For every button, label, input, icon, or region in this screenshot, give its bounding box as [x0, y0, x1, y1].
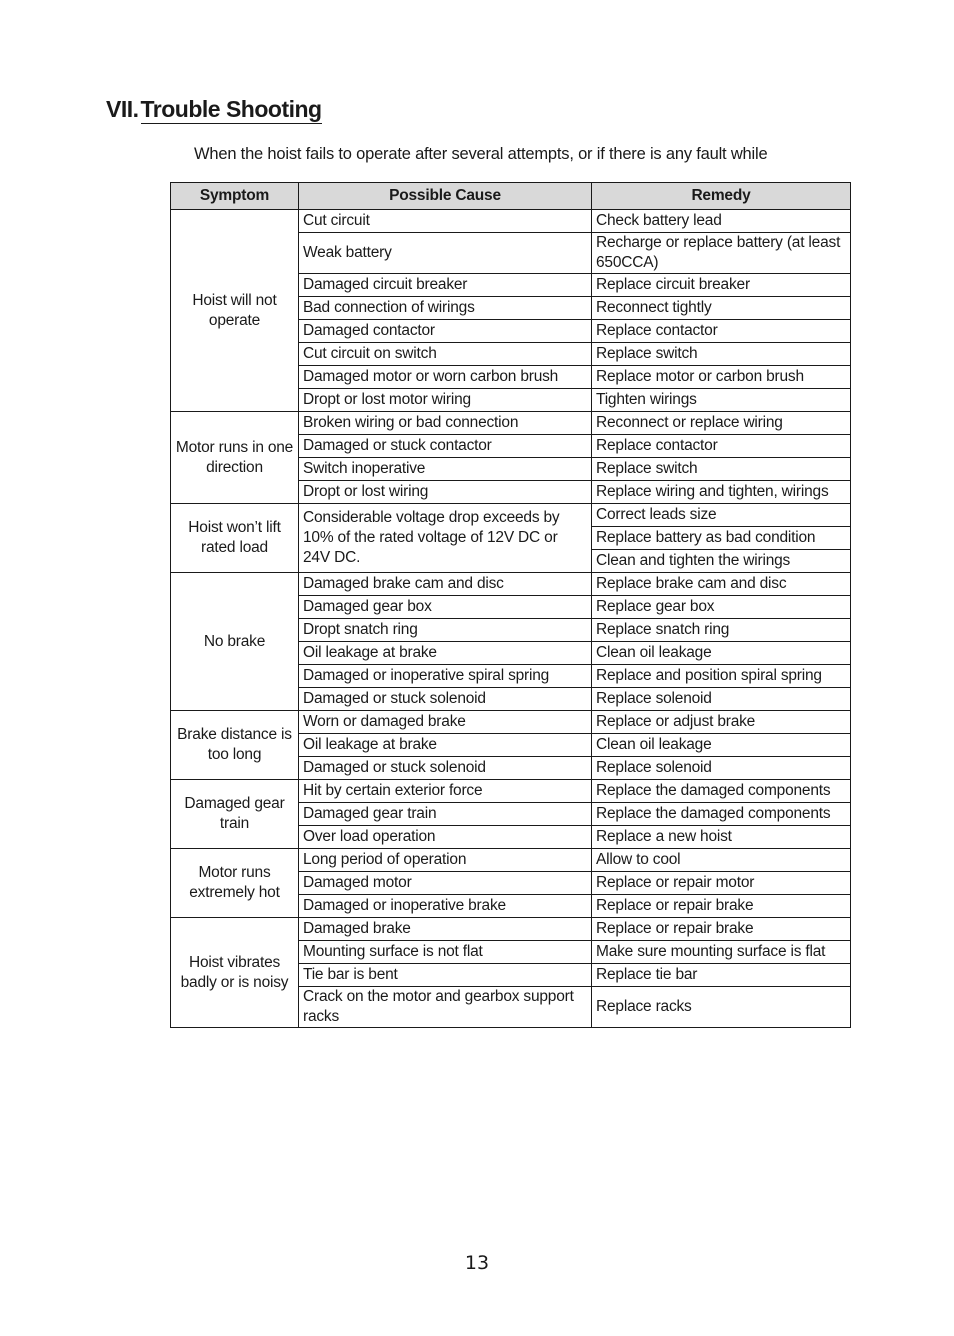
cause-cell: Oil leakage at brake	[299, 642, 592, 665]
symptom-cell: Hoist will not operate	[171, 210, 299, 412]
table-row	[171, 210, 851, 233]
cause-cell: Switch inoperative	[299, 458, 592, 481]
section-title: Trouble Shooting	[140, 96, 322, 122]
cause-cell: Damaged or inoperative spiral spring	[299, 665, 592, 688]
table-row	[171, 711, 851, 734]
remedy-cell: Allow to cool	[592, 849, 851, 872]
header-symptom: Symptom	[171, 183, 299, 210]
remedy-cell: Make sure mounting surface is flat	[592, 941, 851, 964]
remedy-cell: Replace or repair motor	[592, 872, 851, 895]
page-number: 13	[464, 1252, 490, 1274]
section-heading	[106, 96, 322, 123]
cause-cell: Oil leakage at brake	[299, 734, 592, 757]
cause-cell: Damaged or stuck solenoid	[299, 688, 592, 711]
section-number: VII.	[106, 96, 139, 122]
table-row	[171, 504, 851, 527]
remedy-cell: Reconnect or replace wiring	[592, 412, 851, 435]
cause-cell: Crack on the motor and gearbox support racks	[299, 987, 592, 1028]
remedy-cell: Replace snatch ring	[592, 619, 851, 642]
cause-cell: Bad connection of wirings	[299, 297, 592, 320]
header-cause: Possible Cause	[299, 183, 592, 210]
cause-cell: Damaged contactor	[299, 320, 592, 343]
cause-cell: Cut circuit	[299, 210, 592, 233]
remedy-cell: Clean oil leakage	[592, 642, 851, 665]
remedy-cell: Replace or repair brake	[592, 918, 851, 941]
remedy-cell: Replace switch	[592, 458, 851, 481]
remedy-cell: Replace gear box	[592, 596, 851, 619]
remedy-cell: Replace wiring and tighten, wirings	[592, 481, 851, 504]
symptom-cell: No brake	[171, 573, 299, 711]
symptom-cell: Hoist won’t lift rated load	[171, 504, 299, 573]
header-remedy: Remedy	[592, 183, 851, 210]
remedy-cell: Tighten wirings	[592, 389, 851, 412]
remedy-cell: Replace contactor	[592, 320, 851, 343]
remedy-cell: Replace the damaged components	[592, 803, 851, 826]
cause-cell: Damaged gear train	[299, 803, 592, 826]
remedy-cell: Replace battery as bad condition	[592, 527, 851, 550]
cause-cell: Dropt or lost wiring	[299, 481, 592, 504]
symptom-cell: Motor runs in one direction	[171, 412, 299, 504]
cause-cell: Damaged brake cam and disc	[299, 573, 592, 596]
cause-cell: Damaged motor	[299, 872, 592, 895]
table-row	[171, 412, 851, 435]
cause-cell: Broken wiring or bad connection	[299, 412, 592, 435]
remedy-cell: Replace and position spiral spring	[592, 665, 851, 688]
remedy-cell: Recharge or replace battery (at least 650CCA)	[592, 233, 851, 274]
remedy-cell: Replace the damaged components	[592, 780, 851, 803]
symptom-cell: Damaged gear train	[171, 780, 299, 849]
remedy-cell: Replace or repair brake	[592, 895, 851, 918]
remedy-cell: Replace brake cam and disc	[592, 573, 851, 596]
cause-cell: Damaged motor or worn carbon brush	[299, 366, 592, 389]
remedy-cell: Replace or adjust brake	[592, 711, 851, 734]
remedy-cell: Clean oil leakage	[592, 734, 851, 757]
remedy-cell: Check battery lead	[592, 210, 851, 233]
symptom-cell: Brake distance is too long	[171, 711, 299, 780]
remedy-cell: Replace racks	[592, 987, 851, 1028]
cause-cell: Damaged or inoperative brake	[299, 895, 592, 918]
table-header-row	[171, 183, 851, 210]
cause-cell: Tie bar is bent	[299, 964, 592, 987]
remedy-cell: Replace motor or carbon brush	[592, 366, 851, 389]
cause-cell: Damaged or stuck contactor	[299, 435, 592, 458]
symptom-cell: Motor runs extremely hot	[171, 849, 299, 918]
cause-cell: Damaged circuit breaker	[299, 274, 592, 297]
symptom-cell: Hoist vibrates badly or is noisy	[171, 918, 299, 1028]
troubleshooting-table	[170, 182, 851, 1028]
cause-cell: Considerable voltage drop exceeds by 10% of the rated voltage of 12V DC or 24V DC.	[299, 504, 592, 573]
table-row	[171, 780, 851, 803]
intro-text: When the hoist fails to operate after several attempts, or if there is any fault while	[194, 145, 768, 163]
cause-cell: Dropt or lost motor wiring	[299, 389, 592, 412]
remedy-cell: Replace solenoid	[592, 757, 851, 780]
cause-cell: Mounting surface is not flat	[299, 941, 592, 964]
cause-cell: Worn or damaged brake	[299, 711, 592, 734]
cause-cell: Damaged brake	[299, 918, 592, 941]
cause-cell: Damaged or stuck solenoid	[299, 757, 592, 780]
cause-cell: Cut circuit on switch	[299, 343, 592, 366]
cause-cell: Dropt snatch ring	[299, 619, 592, 642]
remedy-cell: Replace contactor	[592, 435, 851, 458]
cause-cell: Long period of operation	[299, 849, 592, 872]
remedy-cell: Correct leads size	[592, 504, 851, 527]
remedy-cell: Replace solenoid	[592, 688, 851, 711]
remedy-cell: Replace a new hoist	[592, 826, 851, 849]
cause-cell: Damaged gear box	[299, 596, 592, 619]
cause-cell: Weak battery	[299, 233, 592, 274]
remedy-cell: Replace circuit breaker	[592, 274, 851, 297]
table-row	[171, 573, 851, 596]
remedy-cell: Replace tie bar	[592, 964, 851, 987]
remedy-cell: Replace switch	[592, 343, 851, 366]
remedy-cell: Clean and tighten the wirings	[592, 550, 851, 573]
table-row	[171, 849, 851, 872]
cause-cell: Over load operation	[299, 826, 592, 849]
table-row	[171, 918, 851, 941]
remedy-cell: Reconnect tightly	[592, 297, 851, 320]
cause-cell: Hit by certain exterior force	[299, 780, 592, 803]
